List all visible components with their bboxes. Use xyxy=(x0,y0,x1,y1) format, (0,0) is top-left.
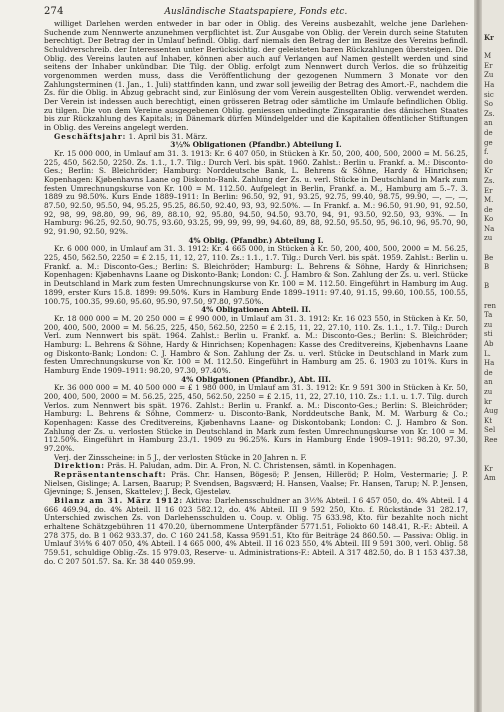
adjacent-page-fragment: zu xyxy=(484,234,493,243)
adjacent-page-fragment: Kr xyxy=(484,33,494,42)
paragraph-label: Repräsentantenschaft: xyxy=(54,469,167,479)
adjacent-page-fragment: Sel xyxy=(484,426,496,435)
adjacent-page-fragment: de xyxy=(484,368,493,377)
paragraph xyxy=(44,315,468,376)
adjacent-page-fragment xyxy=(482,446,504,456)
paragraph-label: Geschäftsjahr: xyxy=(54,131,127,141)
paragraph xyxy=(44,20,468,133)
adjacent-page-fragment: M xyxy=(484,52,492,61)
adjacent-page-fragment: Kr xyxy=(484,167,493,176)
paragraph-text: Präs. H. Paludan, adm. Dir. A. Fron, N. C. Christensen, sämtl. in Kopenhagen. xyxy=(104,461,397,471)
adjacent-page-edge xyxy=(482,0,504,712)
page-body xyxy=(44,20,468,566)
adjacent-page-fragment: Kt xyxy=(484,416,493,425)
adjacent-page-fragment: Er xyxy=(484,61,493,70)
adjacent-page-fragment: M. xyxy=(484,196,494,205)
paragraph-label: Direktion: xyxy=(54,461,105,471)
adjacent-page-fragment: Ko xyxy=(484,215,494,224)
adjacent-page-fragment: B xyxy=(484,263,490,272)
adjacent-page-fragment xyxy=(482,292,504,302)
paragraph xyxy=(44,384,468,453)
running-title: Ausländische Staatspapiere, Fonds etc. xyxy=(164,7,348,17)
adjacent-page-fragment: Zu xyxy=(484,71,494,80)
page-number: 274 xyxy=(44,6,64,17)
adjacent-page-fragment: Ree xyxy=(484,435,498,444)
paragraph-text: Kr. 15 000 000, in Umlauf am 31. 3. 1913: Kr. 6 407 050, in Stücken à Kr. 50, 200, 400, 500, 2000 = M. 56.25, 225, 450, 562.50, 2250. Zs. 1.1., 1.7. Tilg.: Durch Verl. bis spät. 1960. Zahlst.: Berlin u. Frankf. a. M.: Disconto-Ges.; Berlin: S. Bleichröder; Hamburg: Norddeutsche Bank, L. Behrens & Söhne, Hardy & Hinrichsen; Kopenhagen: Kjøbenhavns Laane og Diskonto-Bank. Zahlung der Zs. u. verl. Stücke in Deutschland in Mark zum festen Umrechnungskurse von Kr. 100 = M. 112.50. Aufgelegt in Berlin, Frankf. a. M., Hamburg am 5.–7. 3. 1889 zu 98.50%. Kurs Ende 1889–1911: In Berlin: 96.50, 92, 91, 93.25, 92.75, 99.40, 98.75, 99.90, —, —, —, 87.50, 92.50, 95.50, 94, 95.25, 95.25, 86.50, 92.40, 93, 93, 92.50%. — In Frankf. a. M.: 96.50, 91.90, 91, 92.50, 92, 98, 99, 98.80, 99, 96, 89, 88.10, 92, 95.80, 94.50, 94.50, 93.70, 94, 91, 93.50, 92.50, 93, 93%. — In Hamburg: 96.25, 92.50, 90.75, 93.60, 93.25, 99, 99, 99, 99, 94.60, 89, 88, 92.50, 95.50, 95, 96.10, 96, 95.70, 90, 92, 91.90, 92.50, 92%. xyxy=(44,149,468,237)
adjacent-page-fragment xyxy=(482,244,504,254)
adjacent-page-fragment: kr xyxy=(484,397,492,406)
adjacent-page-fragment xyxy=(482,455,504,465)
section-subheading: 4% Oblig. (Pfandbr.) Abteilung I. xyxy=(188,235,324,245)
adjacent-page-fragment: sti xyxy=(484,330,493,339)
adjacent-page-fragment: Ta xyxy=(484,311,493,320)
adjacent-page-fragment xyxy=(482,43,504,53)
adjacent-page-fragment: zu xyxy=(484,320,493,329)
adjacent-page-fragment: Be xyxy=(484,253,494,262)
adjacent-page-fragment: ge xyxy=(484,138,493,147)
paragraph xyxy=(44,150,468,237)
paragraph xyxy=(44,471,468,497)
section-subheading: 4% Obligationen (Pfandbr.), Abt. III. xyxy=(181,374,331,384)
book-gutter xyxy=(474,0,482,712)
adjacent-page-fragment: Kr xyxy=(484,464,493,473)
paragraph-text: williget Darlehen werden entweder in bar oder in Oblig. des Vereins ausbezahlt, welche jene Darlehen-Suchende zum Nennwerte anzunehmen verpflichtet ist. Zur Ausgabe von Oblig. der Verein durch seine Statuten berechtigt. Der Betrag der in Umlauf befindl. Oblig. darf niemals den Betrag der im Besitze des Vereins befindl. Schuldverschreib. der Interessenten unter Berücksichtig. der geleisteten baren Rückzahlungen übersteigen. Die Oblig. des Vereins lauten auf Inhaber, können aber auch auf Verlangen auf Namen gestellt werden und sind seitens der Inhaber unkündbar. Die Tilg. der Oblig. erfolgt zum Nennwert durch Verlos. die so frühzeitig vorgenommen werden muss, dass die Veröffentlichung der gezogenen Nummern 3 Monate vor den Zahlungsterminen (1. Jan., 1. Juli) stattfinden kann, und zwar soll jeweilig der Betrag des Amort.-F., nachdem die Zs. für die Oblig. in Abzug gebracht sind, zur Einlösung der vom Verein ausgestellten Oblig. verwendet werden. Der Verein ist indessen auch berechtigt, einen grösseren Betrag oder sämtliche im Umlaufe befindlichen Oblig. zu tilgen. Die von dem Vereine ausgegebenen Oblig. geniessen unbedingte Zinsgarantie des dänischen Staates bis zur Rückzahlung des Kapitals; in Dänemark dürfen Mündelgelder und die Kapitalien öffentlicher Stiftungen in Oblig. des Vereins angelegt werden. xyxy=(44,19,468,133)
adjacent-page-fragment: sic xyxy=(484,90,494,99)
adjacent-page-fragment: L. xyxy=(484,349,491,358)
adjacent-page-fragment: B xyxy=(484,282,490,291)
adjacent-page-fragment: Am xyxy=(484,474,496,483)
paragraph-text: Verj. der Zinsscheine: in 5 J., der verlosten Stücke in 20 Jahren n. F. xyxy=(54,452,307,462)
section-subheading: 4% Obligationen Abteil. II. xyxy=(201,305,311,315)
paragraph-text: 1. April bis 31. März. xyxy=(126,131,208,141)
adjacent-page-fragment: ren xyxy=(484,301,496,310)
adjacent-page-fragment: Aug xyxy=(484,407,499,416)
adjacent-page-fragment: Zs. xyxy=(484,109,495,118)
paragraph xyxy=(44,497,468,566)
section-subheading: 3½% Obligationen (Pfandbr.) Abteilung I. xyxy=(170,140,342,150)
adjacent-page-fragment: zu xyxy=(484,387,493,396)
paragraph-text: Aktiva: Darlehensschuldner an 3½% Abteil. I 6 457 050, do. 4% Abteil. I 4 666 469.94, do. 4% Abteil. II 16 023 582.12, do. 4% Abteil. III 9 592 250, Kto. f. Rückstände 31 282.17, Unterschied zwischen Zs. von Darlehensschulden u. Coup. v. Oblig. 75 633.98, Kto. für bezahlte noch nicht erhaltene Schätzgebühren 11 470.20, übernommene Unterpfänder 5771.51, Foliokto 60 148.41, R.-F.: Abteil. A 278 375, do. B 1 062 933.37, do. C 160 241.58, Kassa 9591.51, Kto für Beiträge 24 860.50. — Passiva: Oblig. in Umlauf 3½% 6 407 050, 4% Abteil. I 4 665 000, 4% Abteil. II 16 023 550, 4% Abteil. III 9 591 300, verl. Oblig. 58 759.51, schuldige Oblig.-Zs. 15 979.03, Reserve- u. Administrations-F.: Abteil. A 317 482.50, do. B 1 153 437.38, do. C 207 501.57. Sa. Kr. 38 440 059.99. xyxy=(44,495,468,566)
paragraph-text: Präs. Chr. Hansen, Bögesö; P. Jensen, Hilleröd; P. Holm, Vestermarie; J. P. Nielsen, Gislinge; A. Larsen, Baarup; P. Svendsen, Bagsværd; H. Hansen, Vaalse; Fr. Hansen, Tarup; N. P. Jensen, Gjevninge; S. Jensen, Skattelev; J. Beck, Gjesteløv. xyxy=(44,469,468,497)
adjacent-page-fragment: Zs. xyxy=(484,176,495,185)
adjacent-page-fragment: de xyxy=(484,128,493,137)
page-header xyxy=(44,6,468,20)
adjacent-page-fragment: Ab xyxy=(484,340,494,348)
paragraph xyxy=(44,245,468,306)
adjacent-page-fragment: Er xyxy=(484,186,493,195)
adjacent-page-fragment: Ha xyxy=(484,80,495,89)
paragraph-text: Kr. 36 000 000 = M. 40 500 000 = £ 1 980 000, in Umlauf am 31. 3. 1912: Kr. 9 591 300 in Stücken à Kr. 50, 200, 400, 500, 2000 = M. 56.25, 225, 450, 562.50, 2250 = £ 2.15, 11, 22, 27.10, 110. Zs.: 1.1. u. 1.7. Tilg. durch Verlos. zum Nennwert bis spät. 1976. Zahlst.: Berlin u. Frankf. a. M.: Disconto-Ges.; Berlin: S. Bleichröder; Hamburg: L. Behrens & Söhne, Commerz- u. Disconto-Bank, Norddeutsche Bank, M. M. Warburg & Co.; Kopenhagen: Kasse des Creditvereins, Kjøbenhavns Laane- og Diskontobank; London: C. J. Hambro & Son. Zahlung der Zs. u. verlosten Stücke in Deutschland in Mark zum festen Umrechnungskurse von Kr. 100 = M. 112.50%. Eingeführt in Hamburg 23./1. 1909 zu 96.25%. Kurs in Hamburg Ende 1909–1911: 98.20, 97.30, 97.20%. xyxy=(44,383,468,453)
adjacent-page-fragment: Ha xyxy=(484,359,495,368)
adjacent-page-fragment: Na xyxy=(484,224,495,233)
adjacent-page-fragment: an xyxy=(484,119,493,128)
adjacent-page-fragment: do xyxy=(484,157,493,166)
adjacent-page-fragment xyxy=(482,273,504,283)
paragraph-text: Kr. 6 000 000, in Umlauf am 31. 3. 1912: Kr. 4 665 000, in Stücken à Kr. 50, 200, 400, 500, 2000 = M. 56.25, 225, 450, 562.50, 2250 = £ 2.15, 11, 12, 27, 110. Zs.: 1.1., 1.7. Tilg.: Durch Verl. bis spät. 1959. Zahlst.: Berlin u. Frankf. a. M.: Disconto-Ges.; Berlin: S. Bleichröder; Hamburg: L. Behrens & Söhne, Hardy & Hinrichsen; Kopenhagen: Kjøbenhavns Laane og Diskonto-Bank; London: C. J. Hambro & Son. Zahlung der Zs. u. verl. Stücke in Deutschland in Mark zum festen Umrechnungskurse von Kr. 100 = M. 112.50. Eingeführt in Hamburg im Aug. 1899, erster Kurs 15.8. 1899: 99.50%. Kurs in Hamburg Ende 1899–1911: 97.40, 91.15, 99.60, 100.55, 100.55, 100.75, 100.35, 99.60, 95.60, 95.90, 97.50, 97.80, 97.50%. xyxy=(44,244,468,306)
paragraph-label: Bilanz am 31. März 1912: xyxy=(54,495,184,505)
adjacent-page-fragment: f. xyxy=(484,148,489,157)
adjacent-page-fragment: So xyxy=(484,100,494,109)
adjacent-page-fragment: an xyxy=(484,378,493,387)
paragraph-text: Kr. 18 000 000 = M. 20 250 000 = £ 990 000, in Umlauf am 31. 3. 1912: Kr. 16 023 550, in Stücken à Kr. 50, 200, 400, 500, 2000 = M. 56.25, 225, 450, 562.50, 2250 = £ 2.15, 11, 22, 27.10, 110. Zs. 1.1., 1.7. Tilg.: Durch Verl. zum Nennwert bis spät. 1964. Zahlst.: Berlin u. Frankf. a. M.: Disconto-Ges.; Berlin: S. Bleichröder; Hamburg: L. Behrens & Söhne, Hardy & Hinrichsen; Kopenhagen: Kasse des Creditvereins, Kjøbenhavns Laane og Diskonto-Bank; London: C. J. Hambro & Son. Zahlung der Zs. u. verl. Stücke in Deutschland in Mark zum festen Umrechnungskurse von Kr. 100 = M. 112.50. Eingeführt in Hamburg am 25. 6. 1903 zu 101%. Kurs in Hamburg Ende 1909–1911: 98.20, 97.30, 97.40%. xyxy=(44,313,468,375)
adjacent-page-fragment: de xyxy=(484,205,493,214)
